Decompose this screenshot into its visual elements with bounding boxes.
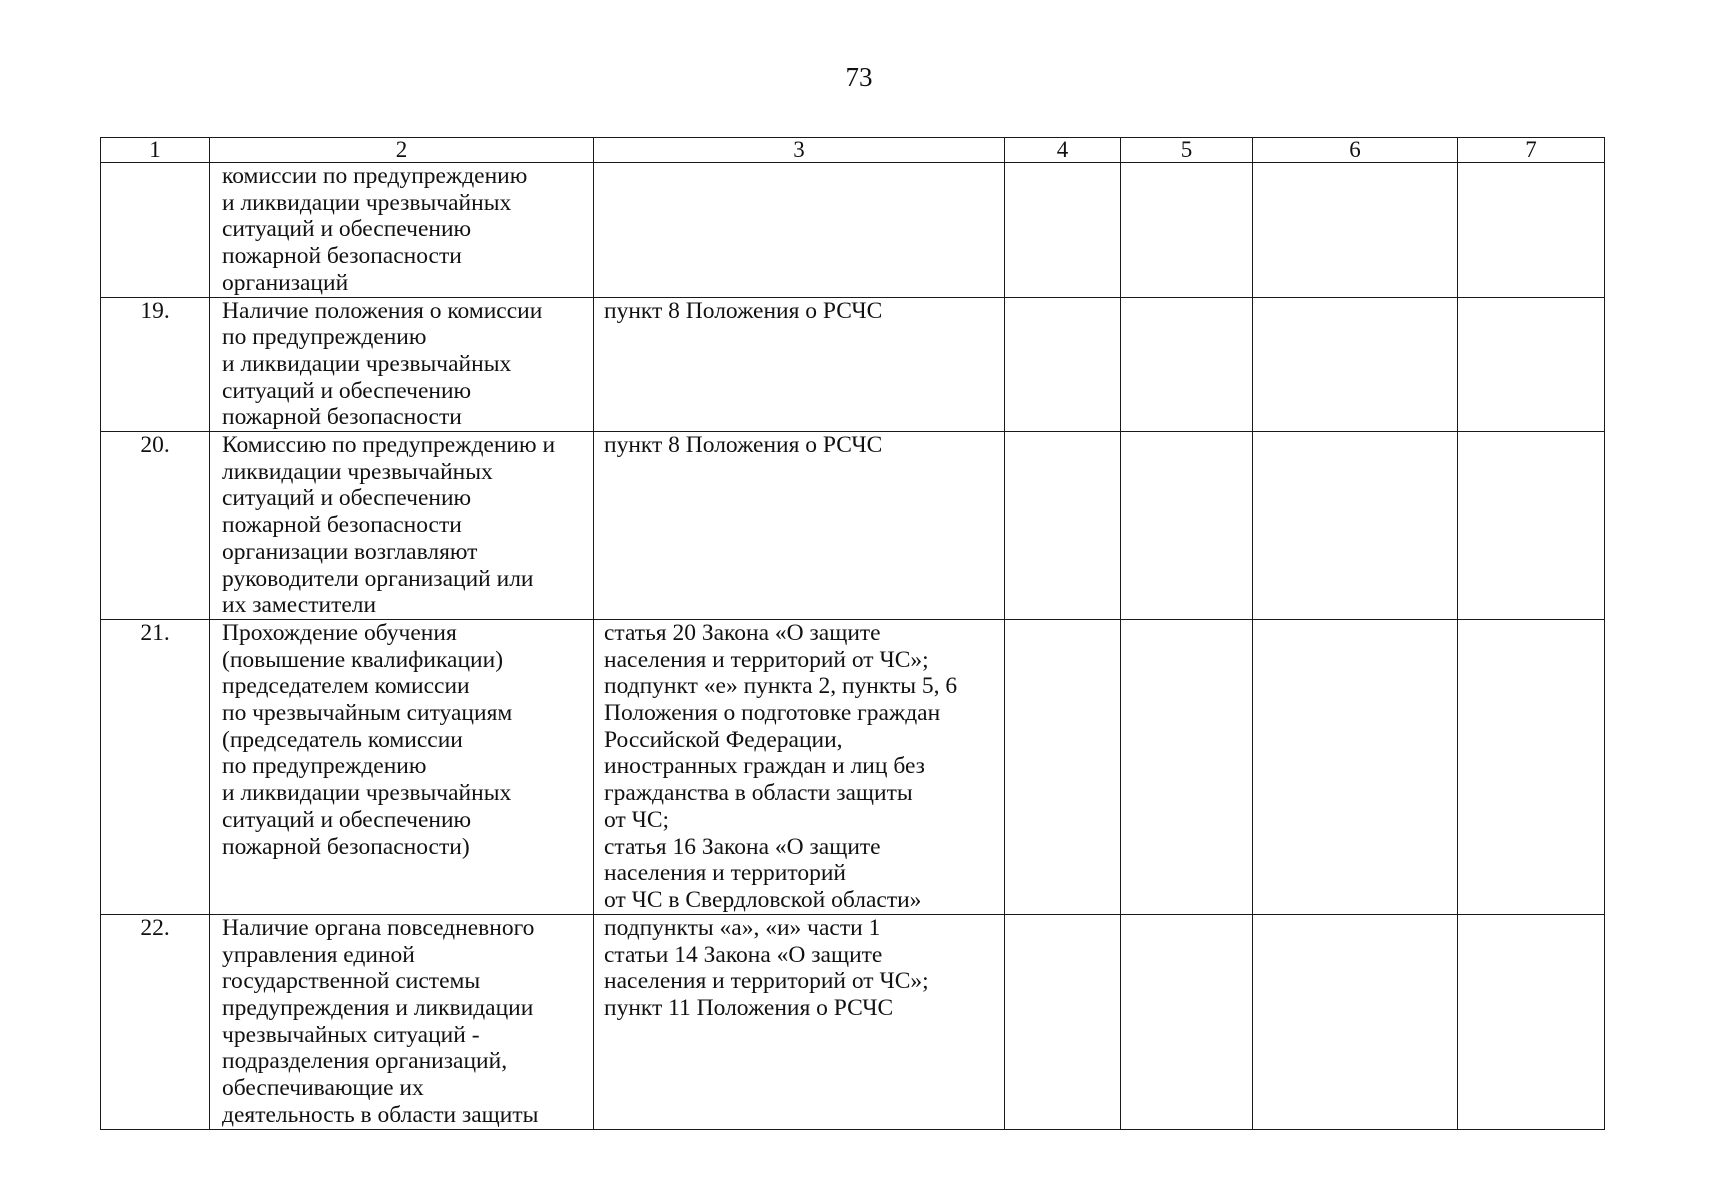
reference-cell: [594, 619, 1005, 914]
requirement-text: деятельность в области защиты: [222, 1101, 539, 1128]
empty-cell: [1458, 432, 1605, 620]
empty-cell: [1121, 432, 1253, 620]
requirement-text: чрезвычайных ситуаций -: [222, 1021, 480, 1048]
requirement-cell: [210, 297, 594, 432]
requirement-text: предупреждения и ликвидации: [222, 995, 534, 1022]
column-header: 3: [594, 138, 1005, 163]
requirement-text: по предупреждению: [222, 324, 427, 351]
empty-cell: [1253, 163, 1458, 298]
reference-text: статьи 14 Закона «О защите: [604, 941, 883, 968]
table-row: [101, 163, 1605, 298]
requirement-text: обеспечивающие их: [222, 1075, 424, 1102]
reference-text: пункт 8 Положения о РСЧС: [604, 432, 883, 459]
requirement-cell: [210, 914, 594, 1129]
reference-text: статья 20 Закона «О защите: [604, 619, 881, 646]
table-row: [101, 914, 1605, 1129]
requirement-text: Комиссию по предупреждению и: [222, 432, 556, 459]
requirement-text: государственной системы: [222, 968, 481, 995]
empty-cell: [1253, 432, 1458, 620]
requirement-text: пожарной безопасности: [222, 243, 462, 270]
column-header: 4: [1005, 138, 1121, 163]
requirement-text: (повышение квалификации): [222, 646, 504, 673]
reference-text: пункт 11 Положения о РСЧС: [604, 995, 894, 1022]
empty-cell: [1458, 297, 1605, 432]
empty-cell: [1005, 163, 1121, 298]
empty-cell: [1005, 297, 1121, 432]
reference-text: от ЧС в Свердловской области»: [604, 886, 922, 913]
reference-cell: [594, 163, 1005, 298]
row-number-cell: 21.: [101, 619, 210, 914]
requirement-text: ситуаций и обеспечению: [222, 806, 472, 833]
requirement-text: Наличие органа повседневного: [222, 914, 535, 941]
requirement-text: по предупреждению: [222, 753, 427, 780]
empty-cell: [1121, 619, 1253, 914]
column-header: 7: [1458, 138, 1605, 163]
requirement-text: и ликвидации чрезвычайных: [222, 189, 512, 216]
row-number-cell: 22.: [101, 914, 210, 1129]
reference-text: Российской Федерации,: [604, 726, 843, 753]
table-header-row: [101, 138, 1605, 163]
requirement-text: (председатель комиссии: [222, 726, 463, 753]
empty-cell: [1253, 297, 1458, 432]
requirement-text: ситуаций и обеспечению: [222, 377, 472, 404]
reference-cell: [594, 432, 1005, 620]
reference-cell: [594, 914, 1005, 1129]
requirement-text: председателем комиссии: [222, 673, 470, 700]
requirement-text: организации возглавляют: [222, 538, 478, 565]
requirement-text: подразделения организаций,: [222, 1048, 508, 1075]
empty-cell: [1458, 619, 1605, 914]
requirement-cell: [210, 619, 594, 914]
table-row: [101, 432, 1605, 620]
reference-text: пункт 8 Положения о РСЧС: [604, 297, 883, 324]
empty-cell: [1121, 163, 1253, 298]
requirement-text: ситуаций и обеспечению: [222, 485, 472, 512]
empty-cell: [1121, 914, 1253, 1129]
row-number-cell: [101, 163, 210, 298]
requirement-text: Прохождение обучения: [222, 619, 457, 646]
reference-text: населения и территорий: [604, 860, 846, 887]
reference-text: подпункт «е» пункта 2, пункты 5, 6: [604, 673, 958, 700]
page-number: 73: [845, 62, 873, 92]
requirements-table: [100, 137, 1605, 1130]
reference-cell: [594, 297, 1005, 432]
table-row: [101, 297, 1605, 432]
requirement-text: управления единой: [222, 941, 415, 968]
requirement-text: пожарной безопасности: [222, 512, 462, 539]
empty-cell: [1005, 619, 1121, 914]
reference-text: от ЧС;: [604, 806, 670, 833]
requirement-text: и ликвидации чрезвычайных: [222, 350, 512, 377]
requirement-text: их заместители: [222, 592, 377, 619]
row-number-cell: 20.: [101, 432, 210, 620]
requirement-text: Наличие положения о комиссии: [222, 297, 543, 324]
requirement-text: ситуаций и обеспечению: [222, 216, 472, 243]
requirement-text: комиссии по предупреждению: [222, 163, 528, 189]
reference-text: гражданства в области защиты: [604, 780, 913, 807]
reference-text: иностранных граждан и лиц без: [604, 753, 925, 780]
requirement-text: пожарной безопасности): [222, 833, 470, 860]
empty-cell: [1458, 163, 1605, 298]
column-header: 5: [1121, 138, 1253, 163]
column-header: 2: [210, 138, 594, 163]
reference-text: населения и территорий от ЧС»;: [604, 646, 929, 673]
column-header: 1: [101, 138, 210, 163]
reference-text: населения и территорий от ЧС»;: [604, 968, 929, 995]
empty-cell: [1121, 297, 1253, 432]
reference-text: подпункты «а», «и» части 1: [604, 914, 881, 941]
empty-cell: [1458, 914, 1605, 1129]
requirement-text: руководители организаций или: [222, 565, 534, 592]
requirement-text: и ликвидации чрезвычайных: [222, 780, 512, 807]
column-header: 6: [1253, 138, 1458, 163]
requirement-cell: [210, 163, 594, 298]
table-row: [101, 619, 1605, 914]
requirement-text: организаций: [222, 269, 349, 296]
empty-cell: [1005, 432, 1121, 620]
empty-cell: [1253, 914, 1458, 1129]
requirement-text: по чрезвычайным ситуациям: [222, 700, 513, 727]
requirement-cell: [210, 432, 594, 620]
requirement-text: ликвидации чрезвычайных: [222, 458, 493, 485]
reference-text: статья 16 Закона «О защите: [604, 833, 881, 860]
row-number-cell: 19.: [101, 297, 210, 432]
reference-text: Положения о подготовке граждан: [604, 700, 941, 727]
requirement-text: пожарной безопасности: [222, 404, 462, 431]
empty-cell: [1253, 619, 1458, 914]
empty-cell: [1005, 914, 1121, 1129]
